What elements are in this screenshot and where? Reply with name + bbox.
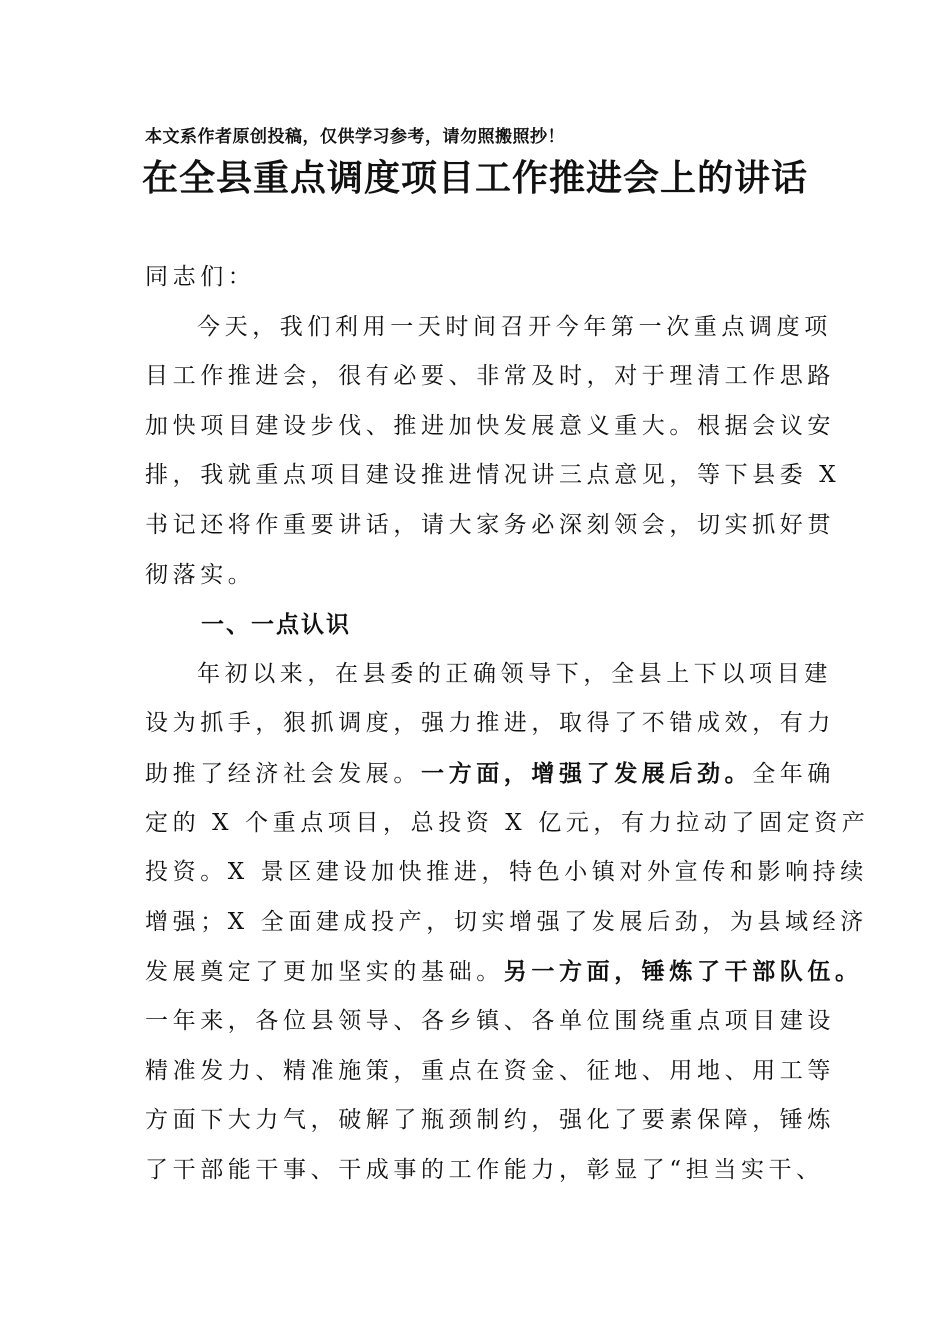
- paragraph-1-line: 加快项目建设步伐、推进加快发展意义重大。根据会议安: [145, 412, 835, 439]
- paragraph-2-line: 设为抓手，狠抓调度，强力推进，取得了不错成效，有力: [145, 710, 835, 737]
- paragraph-2-line: [145, 947, 863, 997]
- disclaimer-note: 本文系作者原创投稿，仅供学习参考，请勿照搬照抄！: [145, 127, 565, 147]
- document-body: [145, 253, 870, 1195]
- salutation: 同志们：: [145, 264, 256, 290]
- paragraph-2-line: 投资。X 景区建设加快推进，特色小镇对外宣传和影响持续: [145, 859, 868, 886]
- paragraph-1-line: 目工作推进会，很有必要、非常及时，对于理清工作思路: [145, 363, 835, 390]
- document-title: 在全县重点调度项目工作推进会上的讲话: [141, 157, 808, 199]
- paragraph-2-line: 了干部能干事、干成事的工作能力，彰显了“担当实干、: [145, 1156, 824, 1183]
- bold-point-2: 另一方面，锤炼了干部队伍。: [503, 958, 863, 986]
- paragraph-2-line: 年初以来，在县委的正确领导下，全县上下以项目建: [197, 660, 832, 687]
- paragraph-2-line: [145, 749, 836, 799]
- paragraph-2-text: 全年确: [752, 760, 836, 787]
- paragraph-1-line: 彻落实。: [145, 561, 256, 588]
- paragraph-1-line: 排，我就重点项目建设推进情况讲三点意见，等下县委 X: [145, 462, 841, 489]
- section-heading: 一、一点认识: [201, 611, 351, 639]
- paragraph-2-line: 方面下大力气，破解了瓶颈制约，强化了要素保障，锤炼: [145, 1107, 835, 1134]
- paragraph-2-line: 一年来，各位县领导、各乡镇、各单位围绕重点项目建设: [145, 1007, 835, 1034]
- bold-point-1: 一方面，增强了发展后劲。: [421, 759, 753, 787]
- paragraph-2-line: 精准发力、精准施策，重点在资金、征地、用地、用工等: [145, 1057, 835, 1084]
- paragraph-2-text: 助推了经济社会发展。: [145, 760, 421, 787]
- paragraph-2-text: 发展奠定了更加坚实的基础。: [145, 959, 504, 986]
- paragraph-2-line: 定的 X 个重点项目，总投资 X 亿元，有力拉动了固定资产: [145, 809, 870, 836]
- paragraph-1-line: 今天，我们利用一天时间召开今年第一次重点调度项: [197, 313, 832, 340]
- paragraph-1-line: 书记还将作重要讲话，请大家务必深刻领会，切实抓好贯: [145, 511, 835, 538]
- paragraph-2-line: 增强；X 全面建成投产，切实增强了发展后劲，为县域经济: [145, 908, 868, 935]
